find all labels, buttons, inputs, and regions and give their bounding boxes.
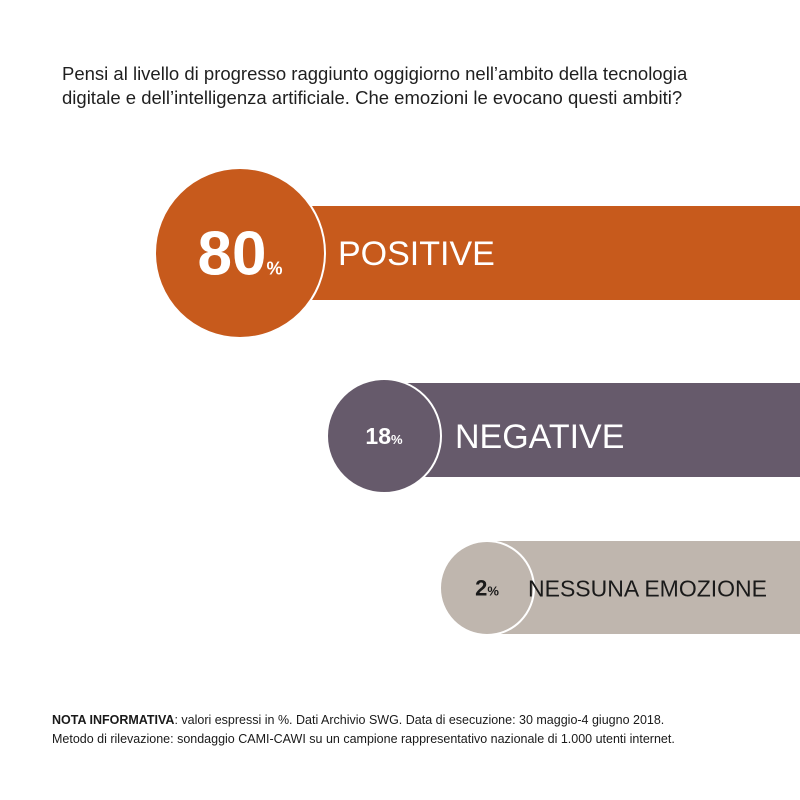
category-label-negative: NEGATIVE: [455, 418, 625, 457]
footnote: [52, 711, 792, 749]
footnote-line-2: Metodo di rilevazione: sondaggio CAMI-CAWI su un campione rappresentativo nazionale di 1.000 utenti internet.: [52, 732, 675, 746]
bar-row-nessuna-emozione: [440, 541, 800, 635]
question-line-1: Pensi al livello di progresso raggiunto oggigiorno nell’ambito della tecnologia: [62, 63, 688, 84]
footnote-line-1: [52, 711, 792, 730]
value-unit-nessuna-emozione: %: [487, 583, 499, 599]
value-number-nessuna-emozione: 2: [475, 575, 488, 601]
bar-row-negative: [327, 379, 800, 493]
footnote-line-1-text: : valori espressi in %. Dati Archivio SWG. Data di esecuzione: 30 maggio-4 giugno 2018.: [174, 713, 665, 727]
value-number-positive: 80: [197, 219, 267, 289]
category-label-nessuna-emozione: NESSUNA EMOZIONE: [528, 575, 767, 602]
value-unit-negative: %: [391, 432, 403, 448]
question-line-2: digitale e dell’intelligenza artificiale. Che emozioni le evocano questi ambiti?: [62, 87, 683, 108]
category-label-positive: POSITIVE: [338, 235, 495, 274]
footnote-label: NOTA INFORMATIVA: [52, 713, 175, 727]
bar-row-positive: [155, 168, 800, 338]
value-unit-positive: %: [266, 258, 283, 279]
value-number-negative: 18: [365, 423, 392, 450]
